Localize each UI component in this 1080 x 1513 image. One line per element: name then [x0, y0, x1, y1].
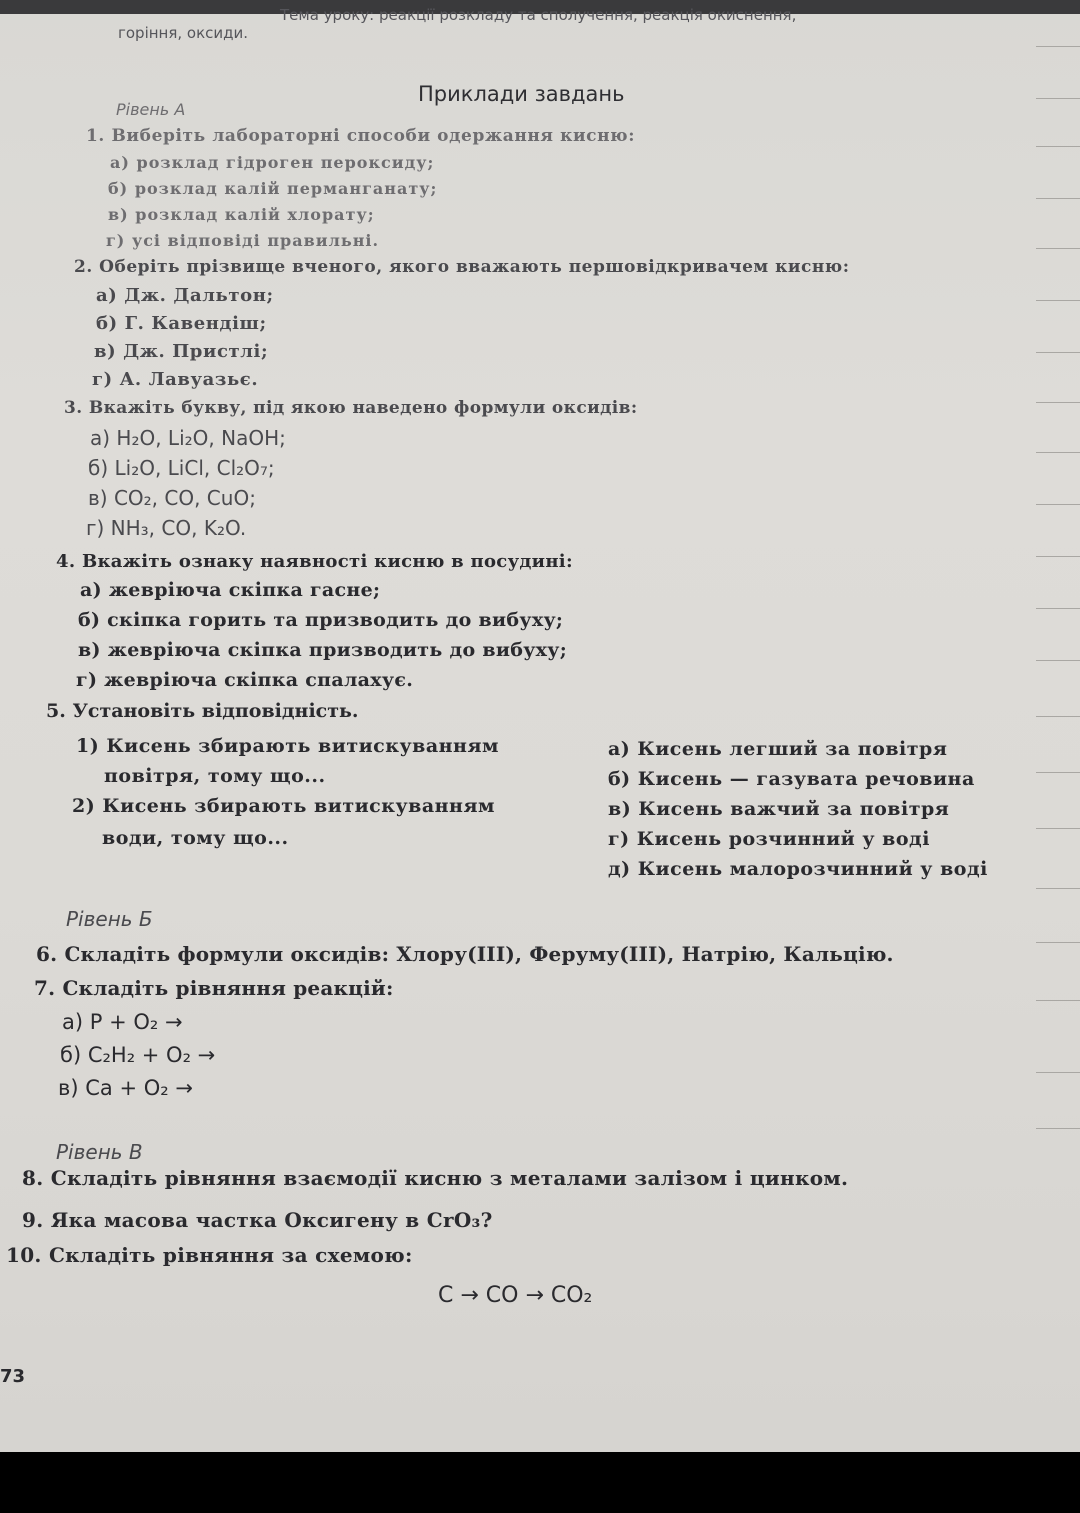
q5-left-2: 2) Кисень збирають витискуванням [72, 795, 496, 817]
question-6: 6. Складіть формули оксидів: Хлору(III), Феруму(III), Натрію, Кальцію. [36, 942, 894, 966]
level-v-heading: Рівень В [56, 1140, 143, 1164]
q2-option-c: в) Дж. Пристлі; [94, 341, 269, 362]
header-line-2: горіння, оксиди. [118, 24, 249, 42]
q7-option-b: б) C₂H₂ + O₂ → [60, 1043, 216, 1067]
question-9: 9. Яка масова частка Оксигену в CrO₃? [22, 1208, 493, 1232]
q2-option-a: а) Дж. Дальтон; [96, 285, 274, 306]
question-1: 1. Виберіть лабораторні способи одержання кисню: [86, 126, 636, 146]
level-a-heading: Рівень А [116, 100, 186, 119]
question-8: 8. Складіть рівняння взаємодії кисню з металами залізом і цинком. [22, 1166, 849, 1190]
q10-scheme: C → CO → CO₂ [438, 1283, 593, 1308]
q2-option-b: б) Г. Кавендіш; [96, 313, 267, 334]
question-2: 2. Оберіть прізвище вченого, якого вважають першовідкривачем кисню: [74, 257, 850, 277]
q1-option-c: в) розклад калій хлорату; [108, 205, 375, 224]
q4-option-a: а) жевріюча скіпка гасне; [80, 579, 381, 601]
question-10: 10. Складіть рівняння за схемою: [6, 1243, 413, 1267]
level-b-heading: Рівень Б [66, 907, 153, 931]
q5-right-d: г) Кисень розчинний у воді [608, 828, 930, 850]
q5-right-b: б) Кисень — газувата речовина [608, 768, 975, 790]
question-3: 3. Вкажіть букву, під якою наведено формули оксидів: [64, 398, 638, 418]
q1-option-d: г) усі відповіді правильні. [106, 231, 380, 250]
question-4: 4. Вкажіть ознаку наявності кисню в посудині: [56, 551, 573, 572]
q5-right-c: в) Кисень важчий за повітря [608, 798, 950, 820]
q7-option-c: в) Ca + O₂ → [58, 1076, 193, 1100]
question-7: 7. Складіть рівняння реакцій: [34, 976, 394, 1000]
q5-left-2-cont: води, тому що... [102, 827, 289, 849]
q3-option-d: г) NH₃, CO, K₂O. [86, 516, 247, 540]
q5-right-e: д) Кисень малорозчинний у воді [608, 858, 988, 880]
q4-option-b: б) скіпка горить та призводить до вибуху; [78, 609, 564, 631]
page-number: 73 [0, 1366, 26, 1387]
q4-option-c: в) жевріюча скіпка призводить до вибуху; [78, 639, 568, 661]
q1-option-b: б) розклад калій перманганату; [108, 179, 438, 198]
q5-left-1-cont: повітря, тому що... [104, 765, 326, 787]
q1-option-a: а) розклад гідроген пероксиду; [110, 153, 435, 172]
q5-left-1: 1) Кисень збирають витискуванням [76, 735, 500, 757]
q4-option-d: г) жевріюча скіпка спалахує. [76, 669, 414, 691]
page-title: Приклади завдань [418, 82, 625, 106]
q3-option-a: а) H₂O, Li₂O, NaOH; [90, 426, 286, 450]
q5-right-a: а) Кисень легший за повітря [608, 738, 948, 760]
q3-option-c: в) CO₂, CO, CuO; [88, 486, 256, 510]
q7-option-a: а) P + O₂ → [62, 1010, 183, 1034]
q2-option-d: г) А. Лавуазьє. [92, 369, 259, 390]
q3-option-b: б) Li₂O, LiCl, Cl₂O₇; [88, 456, 275, 480]
facing-page-edge [1030, 0, 1080, 1452]
header-line-1: Тема уроку: реакції розкладу та сполучення, реакція окиснення, [280, 6, 797, 24]
question-5: 5. Установіть відповідність. [46, 700, 359, 722]
